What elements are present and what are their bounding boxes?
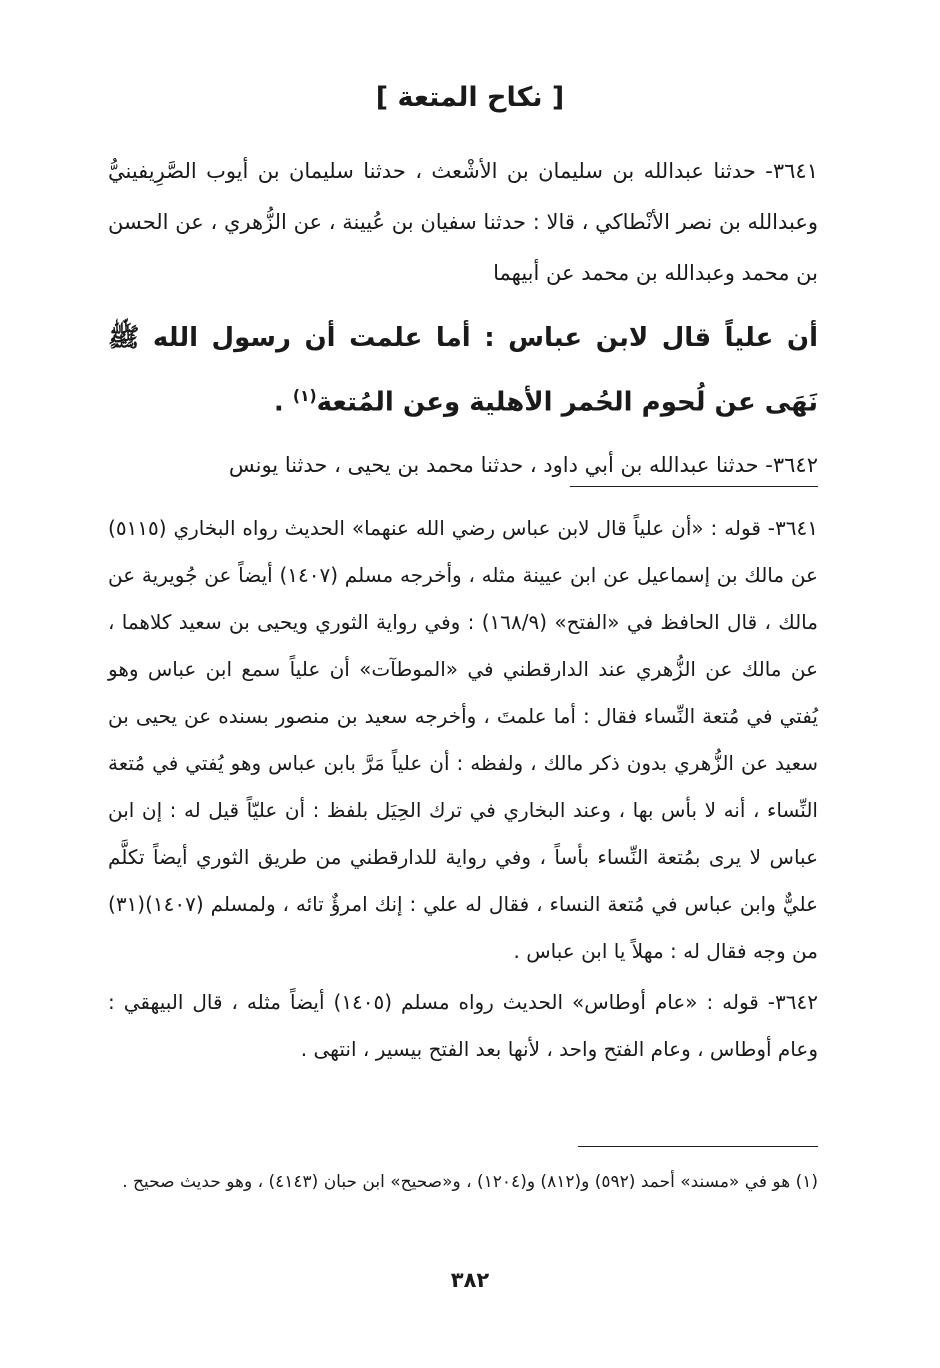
commentary-3642: ٣٦٤٢- قوله : «عام أوطاس» الحديث رواه مسلم (١٤٠٥) أيضاً مثله ، قال البيهقي : وعام أوطاس ، وعام الفتح واحد ، لأنها بعد الفتح بيسير ، انتهى . xyxy=(108,990,818,1061)
footnote-divider xyxy=(578,1146,818,1147)
footnotes xyxy=(108,1162,818,1202)
hadith-3641-matn-end: . xyxy=(273,387,293,418)
commentary-3641: ٣٦٤١- قوله : «أن علياً قال لابن عباس رضي الله عنهما» الحديث رواه البخاري (٥١١٥) عن مالك بن إسماعيل عن ابن عيينة مثله ، وأخرجه مسلم (١٤٠٧) أيضاً عن جُويرية عن مالك ، قال الحافظ في «الفتح» (١٦٨/٩) : وفي رواية الثوري ويحيى بن سعيد كلاهما ، عن مالك عن الزُّهري عند الدارقطني في «الموطآت» أن علياً سمع ابن عباس وهو يُفتي في مُتعة النِّساء فقال : أما علمتَ ، وأخرجه سعيد بن منصور بسنده عن يحيى بن سعيد عن الزُّهري بدون ذكر مالك ، ولفظه : أن علياً مَرَّ بابن عباس وهو يُفتي في مُتعة النِّساء ، أنه لا بأس بها ، وعند البخاري في ترك الحِيَل بلفظ : أن عليّاً قيل له : إن ابن عباس لا يرى بمُتعة النِّساء بأساً ، وفي رواية للدارقطني من طريق الثوري أيضاً تكلَّم عليٌّ وابن عباس في مُتعة النساء ، فقال له علي : إنك امرؤٌ تائه ، ولمسلم (١٤٠٧)(٣١) من وجه فقال له : مهلاً يا ابن عباس . xyxy=(108,516,818,963)
footnote-1: (١) هو في «مسند» أحمد (٥٩٢) و(٨١٢) و(١٢٠٤) ، و«صحيح» ابن حبان (٤١٤٣) ، وهو حديث صحيح . xyxy=(122,1172,818,1192)
page-number: ٣٨٢ xyxy=(450,1268,490,1292)
chapter-title: [ نكاح المتعة ] xyxy=(375,82,565,113)
hadith-3641-isnad: ٣٦٤١- حدثنا عبدالله بن سليمان بن الأشْعث ، حدثنا سليمان بن أيوب الصَّرِيفينيُّ وعبدالله بن نصر الأنْطاكي ، قالا : حدثنا سفيان بن عُيينة ، عن الزُّهري ، عن الحسن بن محمد وعبدالله بن محمد عن أبيهما xyxy=(108,159,818,285)
hadith-3641-matn xyxy=(108,309,818,432)
commentary-divider xyxy=(570,486,818,487)
hadith-text xyxy=(108,146,818,491)
hadith-3641-matn-text: أن علياً قال لابن عباس : أما علمت أن رسول الله ﷺ نَهَى عن لُحوم الحُمر الأهلية وعن المُتعة xyxy=(108,323,818,418)
hadith-3642-isnad: ٣٦٤٢- حدثنا عبدالله بن أبي داود ، حدثنا محمد بن يحيى ، حدثنا يونس xyxy=(228,452,818,477)
commentary xyxy=(108,505,818,1073)
footnote-ref: (١) xyxy=(292,387,317,405)
